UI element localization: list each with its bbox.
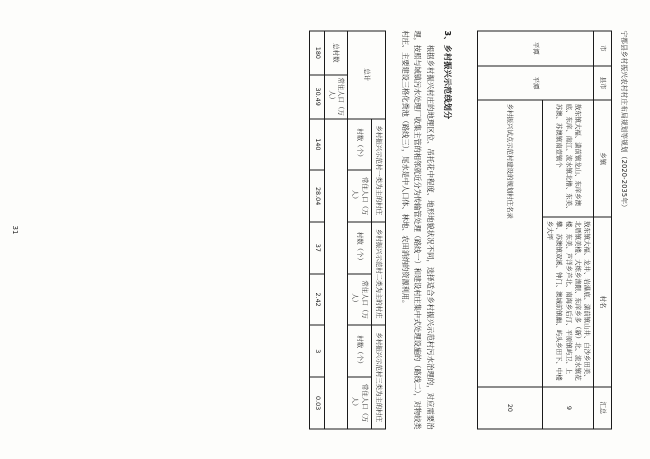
cell-city: 平潭 bbox=[477, 31, 593, 66]
cell-county: 平潭 bbox=[477, 65, 593, 100]
col-header-city: 市 bbox=[594, 31, 612, 66]
group-header-type1: 乡村振兴示范村一类为主的村庄 bbox=[371, 118, 385, 221]
value-g1-population: 28.04 bbox=[310, 170, 324, 222]
value-g3-villages: 3 bbox=[310, 325, 324, 377]
cell-total-b: 20 bbox=[477, 386, 542, 428]
group-header-total: 总计 bbox=[348, 31, 386, 119]
cell-total-a: 9 bbox=[542, 386, 593, 428]
value-g3-population: 0.03 bbox=[310, 377, 324, 429]
value-g2-villages: 37 bbox=[310, 222, 324, 274]
table-row bbox=[594, 31, 612, 429]
sub-header-population-2: 常住人口（万人） bbox=[348, 273, 372, 325]
value-total-villages: 180 bbox=[310, 31, 324, 75]
sub-header-villages-2: 村数（个） bbox=[348, 222, 372, 274]
value-total-population: 30.49 bbox=[310, 74, 324, 118]
village-list-table bbox=[477, 30, 612, 429]
sub-header-population-1: 常住人口（万人） bbox=[348, 170, 372, 222]
sub-header-villages-1: 村数（个） bbox=[348, 118, 372, 170]
group-header-type2: 乡村振兴示范村二类为主的村庄 bbox=[371, 222, 385, 325]
section-body: 根据乡村振兴村庄的地理区位、吊托花中程度、地形地貌状况不同，选择适合乡村振兴示范村污水治理的，对应需要治理，按照与域镇污水处理厂收集主管的相邻就近分为传输管处理（路线一）和建设村庄集中式处理设施的（路线二），对物较类村庄、主要建设三格化粪池（路线三），尾水是中人口体、林地、农田消纳的资源利用。 bbox=[400, 30, 435, 429]
sub-header-total-villages: 总村数 bbox=[324, 31, 348, 75]
table-row bbox=[542, 31, 593, 429]
table-row bbox=[371, 31, 385, 429]
spacer-cell bbox=[324, 118, 348, 428]
value-g1-villages: 140 bbox=[310, 118, 324, 170]
cell-village-list-a: 敖东镇大福、龙井、岩瀑底、潇前镇山井、白沙乡田美、北厝镇美楼、大练乡渔限、东庠乡多（新）北、流水镇花楼、东美、芦洋乡芦北、南海乡后汀、平原镇屿卫、上攀、苏澳镇双溪、钟门、澳城前镇幽、屿头乡田下、中楼乡大坪 bbox=[542, 217, 593, 386]
col-header-village: 村名 bbox=[594, 217, 612, 386]
group-header-type3: 乡村振兴示范村三类为主的村庄 bbox=[371, 325, 385, 429]
sub-header-population-3: 常住人口（万人） bbox=[348, 377, 372, 429]
sub-header-villages-3: 村数（个） bbox=[348, 325, 372, 377]
statistics-table bbox=[309, 30, 386, 429]
section-number: 3、 bbox=[442, 30, 452, 45]
cell-note: 乡村振兴试点示范村建设的规划村庄名录 bbox=[477, 100, 542, 387]
document-header: 宁都县乡村振兴农村村庄布局规划等规划（2020-2035年） bbox=[620, 30, 628, 211]
section-title-text: 乡村振兴示范线划分 bbox=[442, 44, 452, 119]
cell-town-list: 敖东镇大福、潇前镇龙山、东庠乡澳底、东庠、南江、流水镇北橹、东美、苏澳、苏澳镇南壹镇个 bbox=[542, 100, 593, 217]
page-number: 31 bbox=[11, 225, 20, 234]
table-row bbox=[310, 31, 324, 429]
value-g2-population: 2.42 bbox=[310, 273, 324, 325]
section-title bbox=[441, 30, 453, 429]
col-header-total: 汇总 bbox=[594, 386, 612, 428]
table-row bbox=[324, 31, 348, 429]
col-header-town: 乡镇 bbox=[594, 100, 612, 217]
col-header-county: 县市 bbox=[594, 65, 612, 100]
sub-header-total-population: 常住人口（万人） bbox=[324, 74, 348, 118]
